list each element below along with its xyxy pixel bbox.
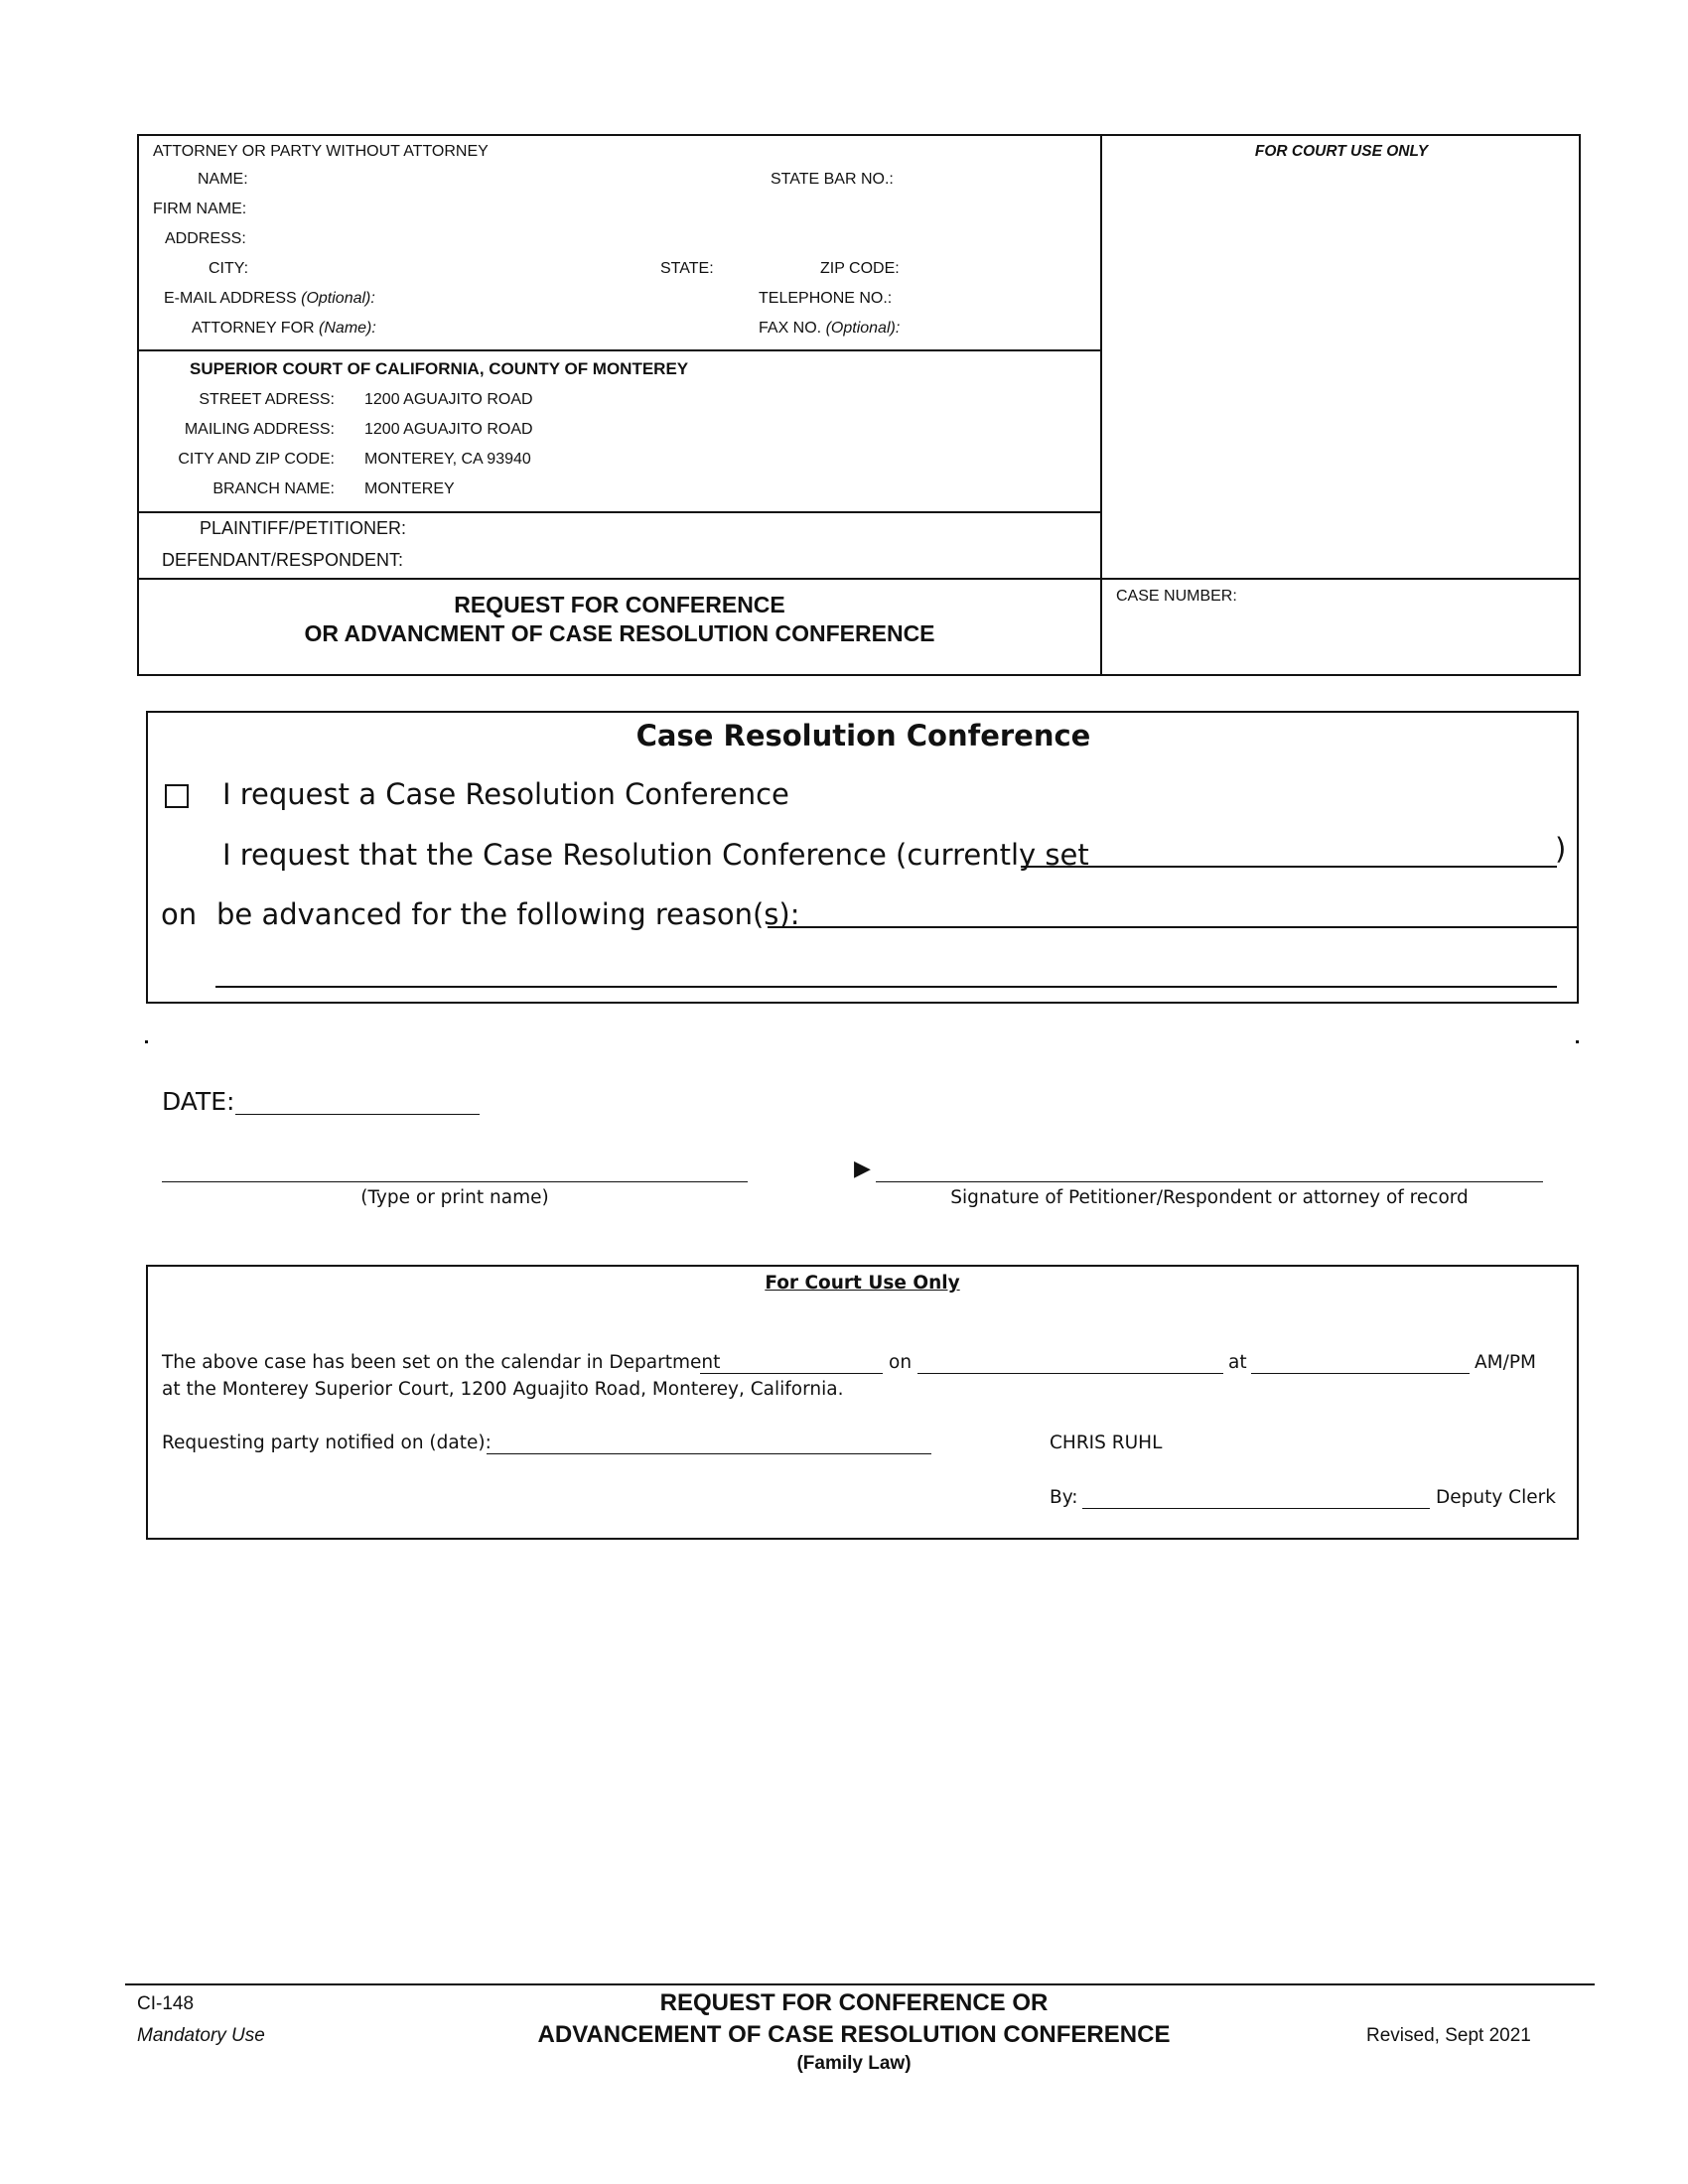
calendar-time-field[interactable] — [1251, 1373, 1470, 1374]
mailing-address-value: 1200 AGUAJITO ROAD — [364, 421, 533, 438]
city-zip-label: CITY AND ZIP CODE: — [178, 451, 335, 468]
city-label: CITY: — [209, 260, 249, 277]
footer-title-line2: ADVANCEMENT OF CASE RESOLUTION CONFERENCE — [537, 2021, 1171, 2048]
form-number: CI-148 — [137, 1993, 195, 2014]
notified-label: Requesting party notified on (date): — [162, 1433, 492, 1453]
court-location-text: at the Monterey Superior Court, 1200 Aguajito Road, Monterey, California. — [162, 1379, 844, 1400]
court-use-heading: For Court Use Only — [765, 1273, 960, 1294]
mailing-address-label: MAILING ADDRESS: — [184, 421, 335, 438]
calendar-on-label: on — [889, 1352, 913, 1373]
am-pm-label: AM/PM — [1475, 1352, 1536, 1373]
date-field[interactable] — [235, 1114, 480, 1115]
clerk-name: CHRIS RUHL — [1050, 1433, 1163, 1453]
advance-close-paren: ) — [1555, 832, 1567, 866]
crc-heading: Case Resolution Conference — [635, 719, 1091, 752]
attorney-heading: ATTORNEY OR PARTY WITHOUT ATTORNEY — [153, 143, 489, 160]
plaintiff-label: PLAINTIFF/PETITIONER: — [200, 518, 407, 538]
email-label — [164, 290, 375, 308]
attorney-for-label — [192, 320, 376, 338]
defendant-label: DEFENDANT/RESPONDENT: — [162, 550, 404, 570]
advance-reason-text: be advanced for the following reason(s): — [216, 897, 800, 931]
form-title-line2: OR ADVANCMENT OF CASE RESOLUTION CONFERENCE — [304, 620, 935, 646]
branch-name-value: MONTEREY — [364, 480, 455, 497]
reason-line-2[interactable] — [215, 986, 1557, 988]
attorney-for-text: ATTORNEY FOR — [192, 320, 315, 337]
request-crc-label: I request a Case Resolution Conference — [222, 777, 789, 811]
form-title-line1: REQUEST FOR CONFERENCE — [454, 592, 785, 617]
branch-name-label: BRANCH NAME: — [212, 480, 335, 497]
email-optional: (Optional): — [301, 290, 375, 307]
crc-box-left — [146, 711, 148, 1004]
attorney-court-divider — [137, 349, 1102, 351]
fax-optional: (Optional): — [825, 320, 901, 337]
by-label: By: — [1050, 1487, 1078, 1508]
signature-field[interactable] — [876, 1181, 1543, 1182]
telephone-label: TELEPHONE NO.: — [759, 290, 893, 307]
name-label: NAME: — [198, 171, 248, 188]
on-label: on — [161, 897, 198, 931]
currently-set-date-field[interactable] — [1021, 866, 1557, 868]
city-zip-value: MONTEREY, CA 93940 — [364, 451, 531, 468]
revised-date: Revised, Sept 2021 — [1366, 2025, 1531, 2046]
attorney-for-name-hint: (Name): — [319, 320, 376, 337]
court-parties-divider — [137, 511, 1102, 513]
deputy-clerk-label: Deputy Clerk — [1436, 1487, 1556, 1508]
signature-caption: Signature of Petitioner/Respondent or attorney of record — [950, 1187, 1469, 1208]
court-name: SUPERIOR COURT OF CALIFORNIA, COUNTY OF MONTEREY — [190, 359, 689, 378]
case-number-label: CASE NUMBER: — [1116, 588, 1237, 605]
parties-title-divider — [137, 578, 1581, 580]
calendar-date-field[interactable] — [917, 1373, 1223, 1374]
state-label: STATE: — [660, 260, 714, 277]
fax-label — [759, 320, 900, 338]
mandatory-use: Mandatory Use — [137, 2025, 265, 2046]
crc-box-bottom — [148, 1002, 1579, 1004]
state-bar-label: STATE BAR NO.: — [771, 171, 894, 188]
firm-name-label: FIRM NAME: — [153, 201, 247, 217]
crc-box-top — [146, 711, 1579, 713]
margin-dot-left — [145, 1040, 148, 1043]
calendar-at-label: at — [1228, 1352, 1247, 1373]
footer-subtitle: (Family Law) — [796, 2053, 912, 2074]
court-use-box — [146, 1265, 1579, 1540]
signature-arrow-icon: ▶ — [854, 1157, 871, 1181]
calendar-text: The above case has been set on the calendar in Department — [162, 1352, 721, 1373]
margin-dot-right — [1576, 1040, 1579, 1043]
notified-date-field[interactable] — [487, 1453, 931, 1454]
print-name-field[interactable] — [162, 1181, 748, 1182]
street-address-label: STREET ADRESS: — [199, 391, 335, 408]
advance-request-text: I request that the Case Resolution Conference (currently set — [222, 838, 1089, 872]
address-label: ADDRESS: — [165, 230, 246, 247]
request-crc-checkbox[interactable] — [165, 784, 189, 808]
for-court-use-only: FOR COURT USE ONLY — [1254, 143, 1429, 160]
email-label-text: E-MAIL ADDRESS — [164, 290, 297, 307]
footer-title-line1: REQUEST FOR CONFERENCE OR — [659, 1989, 1049, 2016]
street-address-value: 1200 AGUAJITO ROAD — [364, 391, 533, 408]
footer-rule — [125, 1983, 1595, 1985]
date-label: DATE: — [162, 1087, 235, 1116]
zip-code-label: ZIP CODE: — [820, 260, 900, 277]
print-name-caption: (Type or print name) — [360, 1187, 549, 1208]
department-field[interactable] — [700, 1373, 883, 1374]
fax-label-text: FAX NO. — [759, 320, 822, 337]
reason-line-1[interactable] — [768, 926, 1577, 928]
crc-box-right — [1577, 711, 1579, 1004]
deputy-clerk-signature-field[interactable] — [1082, 1508, 1430, 1509]
